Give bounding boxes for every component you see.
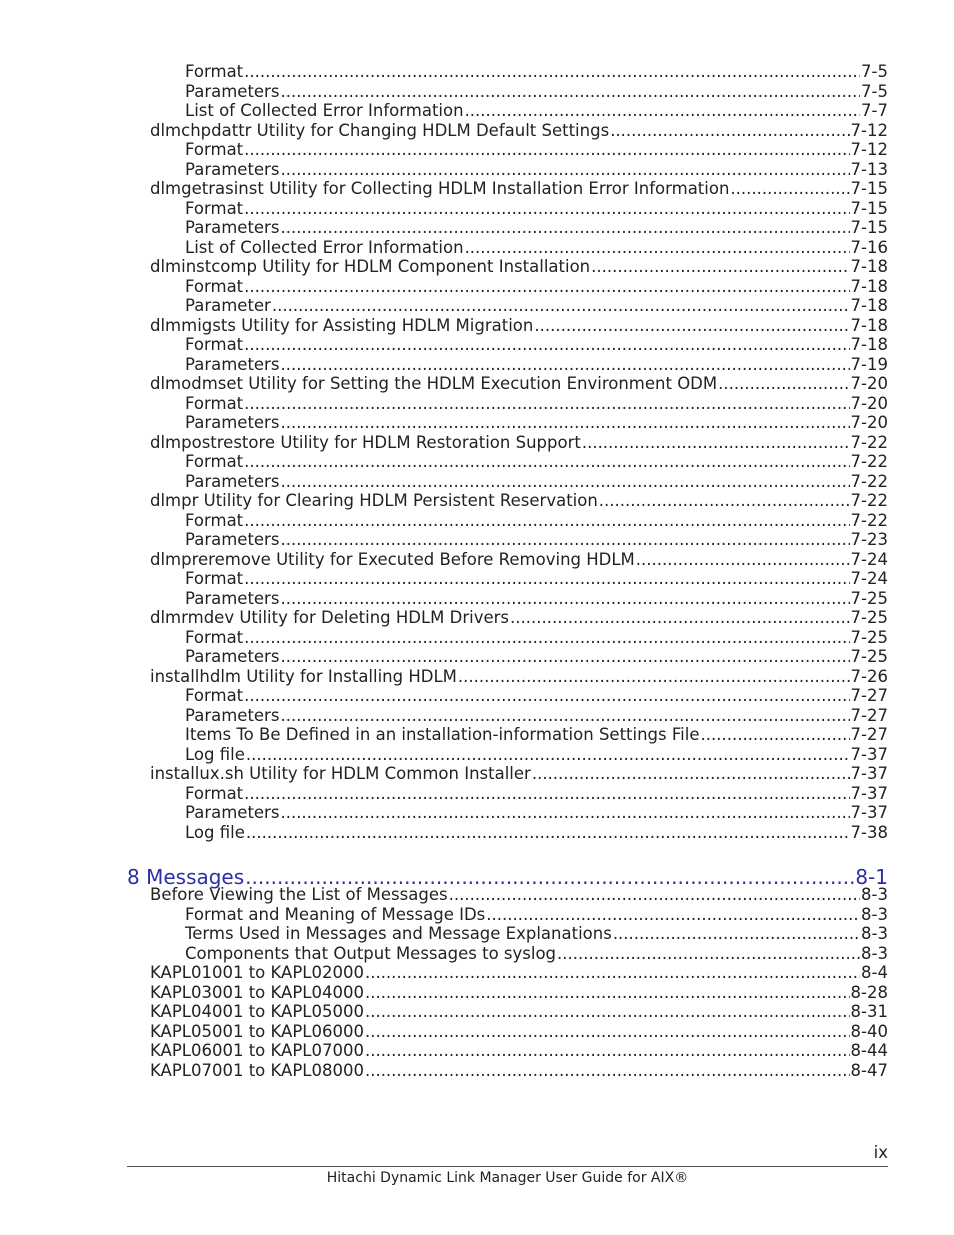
toc-dot-leader — [244, 784, 849, 804]
toc-entry-page: 7-26 — [850, 666, 888, 686]
toc-entry[interactable] — [185, 530, 888, 550]
toc-entry-page: 7-7 — [861, 101, 888, 120]
toc-dot-leader — [613, 924, 860, 944]
toc-entry[interactable] — [150, 963, 888, 983]
toc-entry-page: 8-40 — [850, 1021, 888, 1041]
toc-entry-title: KAPL07001 to KAPL08000 — [150, 1060, 364, 1080]
toc-entry-title: Format — [185, 335, 244, 354]
toc-entry-page: 7-25 — [850, 647, 888, 666]
toc-entry-title: installux.sh Utility for HDLM Common Installer — [150, 764, 531, 783]
toc-entry[interactable] — [185, 413, 888, 433]
toc-dot-leader — [244, 452, 849, 472]
toc-entry-page: 7-38 — [850, 822, 888, 842]
toc-entry-title: List of Collected Error Information — [185, 237, 464, 257]
toc-dot-leader — [244, 686, 849, 706]
toc-dot-leader — [532, 764, 850, 784]
toc-entry-title: Parameter — [185, 296, 271, 315]
toc-entry-title: dlmpreremove Utility for Executed Before Removing HDLM — [150, 549, 635, 569]
toc-entry[interactable] — [185, 569, 888, 589]
toc-entry[interactable] — [185, 82, 888, 102]
toc-dot-leader — [365, 1002, 850, 1022]
toc-entry-page: 7-5 — [861, 81, 888, 101]
toc-entry[interactable] — [185, 924, 888, 944]
toc-entry[interactable] — [185, 589, 888, 609]
toc-entry-page: 7-22 — [850, 471, 888, 491]
toc-entry[interactable] — [185, 511, 888, 531]
toc-entry-page: 8-31 — [850, 1002, 888, 1021]
toc-entry[interactable] — [185, 160, 888, 180]
toc-dot-leader — [486, 905, 860, 925]
toc-entry-page: 7-20 — [850, 374, 888, 393]
toc-dot-leader — [280, 413, 849, 433]
footer-title: Hitachi Dynamic Link Manager User Guide for AIX® — [326, 1170, 689, 1186]
toc-entry-title: Parameters — [185, 354, 280, 374]
toc-entry-title: Parameters — [185, 803, 280, 822]
toc-dot-leader — [582, 433, 850, 453]
toc-entry-page: 7-22 — [850, 510, 888, 530]
toc-dot-leader — [280, 355, 849, 375]
toc-entry[interactable] — [185, 238, 888, 258]
toc-entry-title: Format and Meaning of Message IDs — [185, 904, 486, 924]
toc-entry[interactable] — [185, 355, 888, 375]
toc-dot-leader — [465, 101, 860, 121]
toc-entry-title: List of Collected Error Information — [185, 101, 464, 120]
toc-dot-leader — [599, 491, 850, 511]
toc-entry-title: dlmodmset Utility for Setting the HDLM Execution Environment ODM — [150, 374, 718, 393]
toc-dot-leader — [280, 706, 849, 726]
toc-dot-leader — [246, 745, 850, 765]
toc-entry-title: Format — [185, 393, 244, 413]
toc-entry-page: 8-3 — [861, 885, 888, 904]
toc-entry-title: dlmchpdattr Utility for Changing HDLM Default Settings — [150, 120, 610, 140]
toc-entry-page: 7-25 — [850, 608, 888, 627]
toc-dot-leader — [730, 179, 849, 199]
toc-entry-title: dlmmigsts Utility for Assisting HDLM Migration — [150, 315, 534, 335]
toc-entry[interactable] — [150, 179, 888, 199]
toc-entry-title: Format — [185, 569, 244, 588]
toc-entry[interactable] — [185, 335, 888, 355]
toc-dot-leader — [280, 218, 849, 238]
toc-entry[interactable] — [185, 394, 888, 414]
toc-entry[interactable] — [185, 628, 888, 648]
toc-dot-leader — [280, 82, 860, 102]
toc-entry[interactable] — [185, 706, 888, 726]
toc-dot-leader — [280, 589, 849, 609]
toc-entry-page: 7-27 — [850, 705, 888, 725]
toc-entry-page: 7-22 — [850, 452, 888, 471]
toc-entry-page: 7-18 — [850, 257, 888, 276]
toc-entry[interactable] — [185, 784, 888, 804]
toc-dot-leader — [365, 1022, 850, 1042]
toc-dot-leader — [244, 511, 849, 531]
toc-entry-title: Log file — [185, 822, 245, 842]
footer-rule — [127, 1166, 888, 1167]
toc-dot-leader — [244, 569, 849, 589]
toc-entry-page: 7-23 — [850, 530, 888, 549]
toc-entry-title: Parameters — [185, 413, 280, 432]
toc-entry-page: 7-24 — [850, 569, 888, 588]
toc-entry-page: 7-25 — [850, 588, 888, 608]
toc-entry[interactable] — [185, 296, 888, 316]
toc-entry[interactable] — [185, 277, 888, 297]
toc-entry-page: 7-19 — [850, 354, 888, 374]
toc-entry-page: 8-3 — [861, 924, 888, 943]
toc-entry[interactable] — [150, 983, 888, 1003]
toc-entry[interactable] — [150, 1041, 888, 1061]
toc-entry-title: KAPL06001 to KAPL07000 — [150, 1041, 364, 1060]
toc-dot-leader — [280, 472, 849, 492]
toc-entry-page: 7-15 — [850, 218, 888, 237]
toc-entry[interactable] — [185, 944, 888, 964]
toc-dot-leader — [700, 725, 849, 745]
toc-entry-page: 8-4 — [861, 963, 888, 982]
toc-entry-page: 7-18 — [850, 315, 888, 335]
page-number: ix — [873, 1143, 888, 1162]
toc-dot-leader — [280, 160, 849, 180]
toc-entry-title: dlmrmdev Utility for Deleting HDLM Drivers — [150, 608, 510, 627]
toc-entry-title: Format — [185, 276, 244, 296]
toc-entry-page: 8-28 — [850, 982, 888, 1002]
toc-entry[interactable] — [185, 452, 888, 472]
toc-entry[interactable] — [150, 608, 888, 628]
toc-entry[interactable] — [150, 121, 888, 141]
toc-entry-title: dlmgetrasinst Utility for Collecting HDLM Installation Error Information — [150, 179, 730, 198]
toc-entry-title: KAPL01001 to KAPL02000 — [150, 963, 364, 982]
toc-dot-leader — [244, 394, 849, 414]
toc-entry-title: Parameters — [185, 588, 280, 608]
toc-entry[interactable] — [185, 218, 888, 238]
toc-entry[interactable] — [185, 803, 888, 823]
toc-entry-page: 7-15 — [850, 179, 888, 198]
toc-entry-title: 8 Messages — [127, 865, 245, 889]
toc-entry[interactable] — [150, 491, 888, 511]
toc-entry[interactable] — [185, 686, 888, 706]
toc-dot-leader — [591, 257, 849, 277]
toc-dot-leader — [510, 608, 850, 628]
toc-entry-page: 7-5 — [861, 62, 888, 81]
toc-entry[interactable] — [185, 62, 888, 82]
toc-entry-page: 7-15 — [850, 198, 888, 218]
toc-dot-leader — [244, 277, 849, 297]
toc-entry-title: dlmpr Utility for Clearing HDLM Persistent Reservation — [150, 491, 598, 510]
toc-entry-page: 7-18 — [850, 335, 888, 354]
toc-dot-leader — [244, 628, 849, 648]
toc-entry-title: Format — [185, 686, 244, 705]
toc-entry-page: 8-47 — [850, 1060, 888, 1080]
toc-entry-page: 7-22 — [850, 491, 888, 510]
toc-dot-leader — [365, 1061, 850, 1081]
toc-entry-page: 8-44 — [850, 1041, 888, 1060]
toc-dot-leader — [458, 667, 850, 687]
toc-entry-title: KAPL04001 to KAPL05000 — [150, 1002, 364, 1021]
toc-entry-title: Log file — [185, 744, 245, 764]
toc-entry-title: Parameters — [185, 471, 280, 491]
toc-entry-title: Before Viewing the List of Messages — [150, 885, 448, 904]
toc-entry-page: 7-37 — [850, 764, 888, 783]
toc-entry[interactable] — [185, 472, 888, 492]
toc-entry[interactable] — [185, 905, 888, 925]
toc-entry[interactable] — [150, 667, 888, 687]
toc-entry-title: Format — [185, 783, 244, 803]
toc-entry-page: 7-37 — [850, 783, 888, 803]
toc-entry-page: 7-37 — [850, 803, 888, 822]
toc-entry-page: 8-3 — [861, 904, 888, 924]
toc-entry-page: 7-18 — [850, 296, 888, 315]
toc-entry-title: Terms Used in Messages and Message Explanations — [185, 924, 612, 943]
toc-entry[interactable] — [150, 257, 888, 277]
toc-entry-page: 8-1 — [855, 865, 888, 889]
toc-entry[interactable] — [150, 1022, 888, 1042]
toc-entry-title: Items To Be Defined in an installation-information Settings File — [185, 725, 700, 744]
toc-dot-leader — [557, 944, 860, 964]
toc-entry-page: 7-22 — [850, 432, 888, 452]
toc-entry-page: 7-27 — [850, 725, 888, 744]
toc-entry-title: Format — [185, 510, 244, 530]
toc-dot-leader — [244, 62, 860, 82]
toc-entry[interactable] — [150, 764, 888, 784]
toc-entry[interactable] — [150, 433, 888, 453]
toc-dot-leader — [465, 238, 850, 258]
toc-entry-page: 7-18 — [850, 276, 888, 296]
toc-entry[interactable] — [150, 316, 888, 336]
toc-entry[interactable] — [150, 885, 888, 905]
toc-entry-title: Parameters — [185, 705, 280, 725]
toc-entry[interactable] — [185, 140, 888, 160]
toc-dot-leader — [244, 335, 849, 355]
toc-entry[interactable] — [185, 647, 888, 667]
toc-entry-title: Format — [185, 198, 244, 218]
toc-entry-page: 7-12 — [850, 140, 888, 159]
toc-dot-leader — [449, 885, 860, 905]
toc-entry-title: Format — [185, 62, 244, 81]
toc-entry-title: Parameters — [185, 81, 280, 101]
toc-dot-leader — [534, 316, 849, 336]
toc-entry[interactable] — [150, 550, 888, 570]
toc-entry[interactable] — [185, 725, 888, 745]
toc-entry-title: Components that Output Messages to syslog — [185, 943, 557, 963]
toc-entry-title: installhdlm Utility for Installing HDLM — [150, 666, 457, 686]
toc-entry-title: Format — [185, 452, 244, 471]
toc-entry[interactable] — [150, 1061, 888, 1081]
toc-entry-page: 7-13 — [850, 159, 888, 179]
toc-entry[interactable] — [185, 101, 888, 121]
toc-entry-page: 7-16 — [850, 237, 888, 257]
toc-dot-leader — [636, 550, 850, 570]
toc-entry-title: dlmpostrestore Utility for HDLM Restoration Support — [150, 432, 581, 452]
toc-dot-leader — [718, 374, 849, 394]
toc-dot-leader — [244, 199, 849, 219]
toc-entry-page: 8-3 — [861, 943, 888, 963]
toc-entry-title: Parameters — [185, 159, 280, 179]
toc-entry-title: Parameters — [185, 218, 280, 237]
toc-dot-leader — [280, 647, 849, 667]
toc-entry-page: 7-37 — [850, 744, 888, 764]
toc-entry-title: Parameters — [185, 530, 280, 549]
toc-entry-page: 7-20 — [850, 393, 888, 413]
toc-dot-leader — [246, 823, 850, 843]
toc-entry-title: Format — [185, 140, 244, 159]
toc-entry[interactable] — [185, 745, 888, 765]
toc-entry-page: 7-24 — [850, 549, 888, 569]
toc-entry-title: Format — [185, 627, 244, 647]
toc-dot-leader — [365, 1041, 850, 1061]
toc-entry[interactable] — [185, 823, 888, 843]
toc-entry-title: KAPL03001 to KAPL04000 — [150, 982, 364, 1002]
toc-entry-page: 7-27 — [850, 686, 888, 705]
toc-entry-page: 7-25 — [850, 627, 888, 647]
toc-entry[interactable] — [150, 374, 888, 394]
toc-entry-title: dlminstcomp Utility for HDLM Component Installation — [150, 257, 591, 276]
toc-dot-leader — [365, 963, 860, 983]
toc-dot-leader — [244, 140, 849, 160]
toc-dot-leader — [280, 530, 849, 550]
toc-dot-leader — [610, 121, 849, 141]
toc-entry-page: 7-20 — [850, 413, 888, 432]
toc-entry-page: 7-12 — [850, 120, 888, 140]
toc-entry-title: Parameters — [185, 647, 280, 666]
toc-dot-leader — [280, 803, 849, 823]
toc-entry-title: KAPL05001 to KAPL06000 — [150, 1021, 364, 1041]
toc-dot-leader — [272, 296, 850, 316]
toc-dot-leader — [365, 983, 850, 1003]
toc-entry[interactable] — [185, 199, 888, 219]
toc-entry[interactable] — [150, 1002, 888, 1022]
